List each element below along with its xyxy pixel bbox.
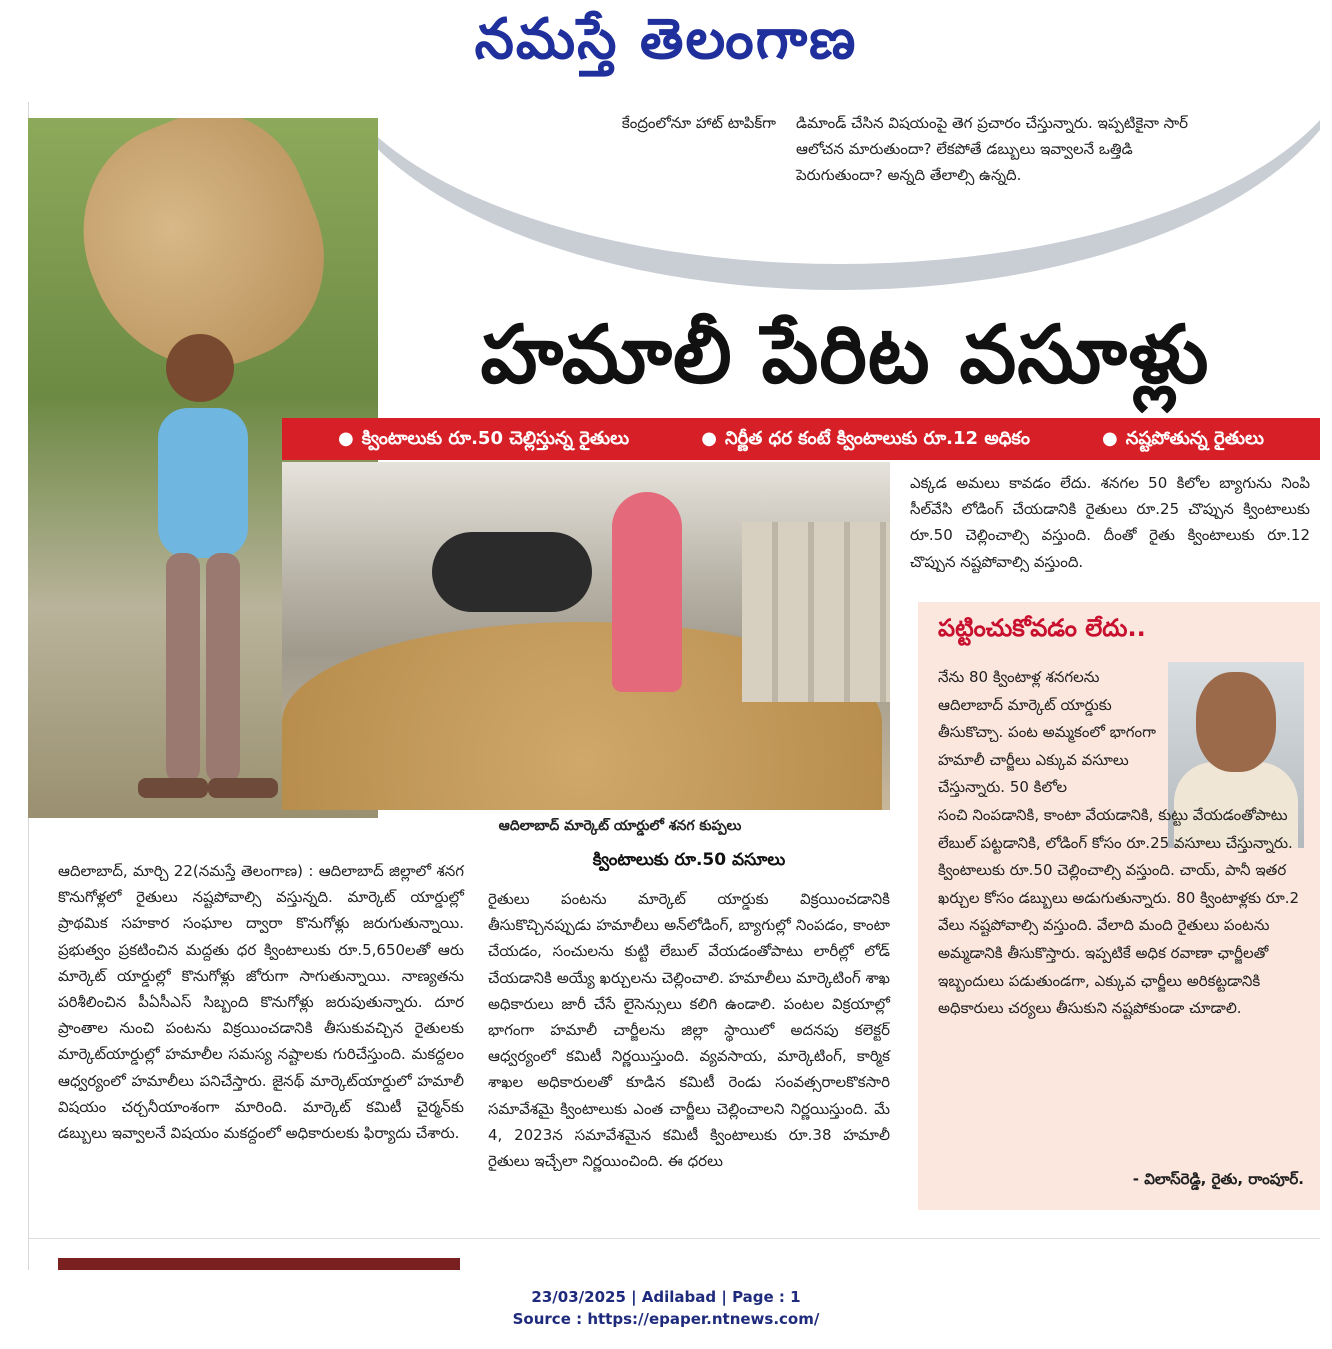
teaser-left-text: కేంద్రంలోనూ హాట్ టాపిక్‌గా (621, 114, 776, 132)
highlights-bar (282, 418, 1320, 460)
quote-text-narrow: నేను 80 క్వింటాళ్ల శనగలను ఆదిలాబాద్ మార్కెట్ యార్డుకు తీసుకొచ్చా. పంట అమ్మకంలో భాగంగా హమాలీ చార్జీలు ఎక్కువ వసూలు చేస్తున్నారు. 50 కిలోల (938, 668, 1156, 797)
porter-figure (108, 288, 288, 808)
farmer-quote-box (918, 602, 1320, 1210)
article-column-3: ఎక్కడ అమలు కావడం లేదు. శనగల 50 కిలోల బ్యాగును నింపి సీల్‌వేసి లోడింగ్ చేయడానికి రైతులు రూ.25 చొప్పున క్వింటాలుకు రూ.50 చెల్లించాల్సి వస్తుంది. దీంతో రైతు క్వింటాలుకు రూ.12 చొప్పున నష్టపోవాల్సి వస్తుంది. (910, 474, 1310, 571)
newspaper-logo: నమస్తే తెలంగాణ (474, 6, 858, 72)
highlight-item: ● క్వింటాలుకు రూ.50 చెల్లిస్తున్న రైతులు (338, 418, 629, 460)
highlight-item: ● నిర్ణీత ధర కంటే క్వింటాలుకు రూ.12 అధికం (701, 418, 1030, 460)
next-article-thumbnail (58, 1258, 460, 1270)
masthead (0, 0, 1332, 92)
footer-edition-line: 23/03/2025 | Adilabad | Page : 1 (531, 1288, 801, 1306)
motorbike (432, 532, 592, 612)
headline: హమాలీ పేరిట వసూళ్లు (480, 308, 1210, 401)
teaser-right-text: డిమాండ్ చేసిన విషయంపై తెగ ప్రచారం చేస్తున్నారు. ఇప్పటికైనా సార్ ఆలోచన మారుతుందా? లేకపోతే డబ్బులు ఇవ్వాలనే ఒత్తిడి పెరుగుతుందా? అన్నది తేలాల్సి ఉన్నది. (796, 114, 1189, 184)
photo-caption: ఆదిలాబాద్ మార్కెట్ యార్డులో శనగ కుప్పలు (498, 818, 742, 834)
article-column-1: ఆదిలాబాద్, మార్చి 22(నమస్తే తెలంగాణ) : ఆదిలాబాద్ జిల్లాలో శనగ కొనుగోళ్లలో రైతులు నష్టపోవాల్సి వస్తున్నది. మార్కెట్ యార్డుల్లో ప్రాథమిక సహకార సంఘాల ద్వారా కొనుగోళ్లు జరుగుతున్నాయి. ప్రభుత్వం ప్రకటించిన మద్దతు ధర క్వింటాలుకు రూ.5,650లతో ఆరు మార్కెట్ యార్డుల్లో కొనుగోళ్లు జోరుగా సాగుతున్నాయి. నాణ్యతను పరిశీలించిన పీఏసీఎస్ సిబ్బంది కొనుగోళ్లు జరుపుతున్నారు. దూర ప్రాంతాల నుంచి పంటను విక్రయించడానికి తీసుకువచ్చిన రైతులకు మార్కెట్‌యార్డుల్లో హమాలీల సమస్య నష్టాలకు గురిచేస్తుంది. మకద్దలం ఆధ్వర్యంలో హమాలీలు పనిచేస్తారు. జైనథ్ మార్కెట్‌యార్డులో హమాలీ విషయం చర్చనీయాంశంగా మారింది. మార్కెట్ కమిటీ చైర్మన్‌కు డబ్బులు ఇవ్వాలనే విషయం మకద్దంలో అధికారులకు ఫిర్యాదు చేశారు. (58, 862, 464, 1143)
market-yard-photo (282, 462, 890, 810)
column-2-subhead: క్వింటాలుకు రూ.50 వసూలు (592, 850, 786, 870)
quote-box-title: పట్టించుకోవడం లేదు.. (938, 614, 1146, 642)
quote-text-wide: సంచి నింపడానికి, కాంటా వేయడానికి, కుట్టు వేయడంతోపాటు లేబుల్ పట్టడానికి, లోడింగ్ కోసం రూ.25 వసూలు చేస్తున్నారు. క్వింటాలుకు రూ.50 చెల్లించాల్సి వస్తుంది. చాయ్, పానీ ఇతర ఖర్చుల కోసం డబ్బులు అడుగుతున్నారు. 80 క్వింటాళ్లకు రూ.2 వేలు నష్టపోవాల్సి వస్తుంది. వేలాది మంది రైతులు పంటను అమ్మడానికి తీసుకొస్తారు. ఇప్పటికే అధిక రవాణా ఛార్జీలతో ఇబ్బందులు పడుతుండగా, ఎక్కువ ఛార్జీలు అరికట్టడానికి అధికారులు చర్యలు తీసుకుని నష్టపోకుండా చూడాలి. (938, 805, 1300, 1018)
footer-source-line[interactable]: Source : https://epaper.ntnews.com/ (512, 1310, 820, 1328)
highlight-item: ● నష్టపోతున్న రైతులు (1102, 418, 1264, 460)
article-column-2: రైతులు పంటను మార్కెట్ యార్డుకు విక్రయించడానికి తీసుకొచ్చినప్పుడు హమాలీలు అన్‌లోడింగ్, బ్యాగుల్లో నింపడం, కాంటా చేయడం, సంచులను కుట్టి లేబుల్ వేయడంతోపాటు లారీల్లో లోడ్ చేయడానికి అయ్యే ఖర్చులను చెల్లించాలి. హమాలీలు మార్కెటింగ్ శాఖ అధికారులు జారీ చేసే లైసెన్సులు కలిగి ఉండాలి. పంటల విక్రయాల్లో భాగంగా హమాలీ చార్జీలను జిల్లా స్థాయిలో అదనపు కలెక్టర్ ఆధ్వర్యంలో కమిటీ నిర్ణయిస్తుంది. వ్యవసాయ, మార్కెటింగ్, కార్మిక శాఖల అధికారులతో కూడిన కమిటీ రెండు సంవత్సరాలకొకసారి సమావేశమై క్వింటాలుకు ఎంత చార్జీలు చెల్లించాలని నిర్ణయిస్తుంది. మే 4, 2023న సమావేశమైన కమిటీ క్వింటాలుకు రూ.38 హమాలీ రైతులు ఇచ్చేలా నిర్ణయించింది. ఈ ధరలు (488, 890, 890, 1171)
quote-signature: - విలాస్‌రెడ్డి, రైతు, రాంపూర్. (1132, 1170, 1304, 1188)
page-footer (0, 1286, 1332, 1330)
quote-box-text (938, 664, 1308, 1023)
stacked-bags (742, 522, 890, 702)
woman-worker (612, 492, 682, 692)
